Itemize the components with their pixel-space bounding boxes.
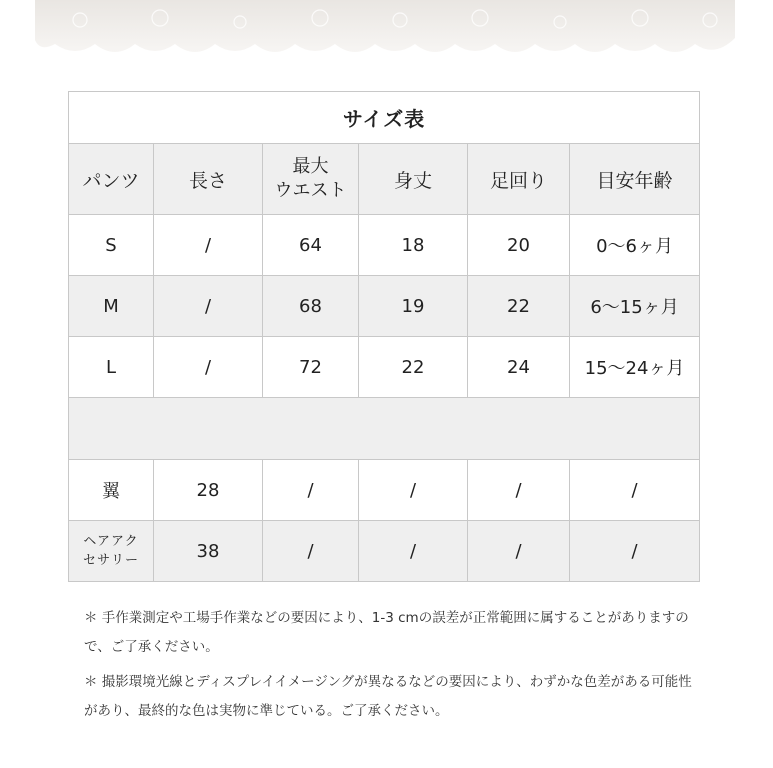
table-cell: 0〜6ヶ月 bbox=[570, 215, 700, 276]
table-header-row bbox=[69, 144, 700, 215]
note-text: ＊ 撮影環境光線とディスプレイイメージングが異なるなどの要因により、わずかな色差がある可能性があり、最終的な色は実物に準じている。ご了承ください。 bbox=[84, 674, 692, 719]
table-cell: 20 bbox=[468, 215, 570, 276]
table-cell: / bbox=[359, 460, 468, 521]
table-cell: 72 bbox=[263, 337, 359, 398]
table-title: サイズ表 bbox=[69, 92, 700, 144]
table-cell: / bbox=[359, 521, 468, 582]
table-cell: 翼 bbox=[69, 460, 154, 521]
table-cell: 28 bbox=[154, 460, 263, 521]
table-cell: / bbox=[570, 460, 700, 521]
size-table bbox=[68, 91, 700, 582]
table-cell: 19 bbox=[359, 276, 468, 337]
table-cell: / bbox=[154, 215, 263, 276]
table-cell: M bbox=[69, 276, 154, 337]
table-cell: 22 bbox=[468, 276, 570, 337]
header-cell: パンツ bbox=[69, 144, 154, 215]
table-cell: 18 bbox=[359, 215, 468, 276]
table-cell: / bbox=[154, 276, 263, 337]
table-cell: 15〜24ヶ月 bbox=[570, 337, 700, 398]
table-cell: 24 bbox=[468, 337, 570, 398]
table-cell: 38 bbox=[154, 521, 263, 582]
table-cell: 68 bbox=[263, 276, 359, 337]
table-row bbox=[69, 337, 700, 398]
header-cell: 身丈 bbox=[359, 144, 468, 215]
table-row bbox=[69, 215, 700, 276]
table-cell: / bbox=[570, 521, 700, 582]
note-text: ＊ 手作業測定や工場手作業などの要因により、1-3 cmの誤差が正常範囲に属することがありますので、ご了承ください。 bbox=[84, 610, 689, 655]
table-cell: S bbox=[69, 215, 154, 276]
table-cell: L bbox=[69, 337, 154, 398]
table-cell: / bbox=[263, 521, 359, 582]
lace-border-decoration bbox=[0, 0, 773, 70]
table-cell: / bbox=[263, 460, 359, 521]
header-cell: 最大 ウエスト bbox=[263, 144, 359, 215]
blank-cell bbox=[69, 398, 700, 460]
table-cell: ヘアアク セサリー bbox=[69, 521, 154, 582]
table-row bbox=[69, 460, 700, 521]
table-cell: / bbox=[468, 460, 570, 521]
header-cell: 目安年齢 bbox=[570, 144, 700, 215]
header-cell: 長さ bbox=[154, 144, 263, 215]
table-cell: / bbox=[468, 521, 570, 582]
table-row bbox=[69, 521, 700, 582]
table-row bbox=[69, 276, 700, 337]
table-cell: 6〜15ヶ月 bbox=[570, 276, 700, 337]
header-cell: 足回り bbox=[468, 144, 570, 215]
blank-separator-row bbox=[69, 398, 700, 460]
table-cell: 22 bbox=[359, 337, 468, 398]
table-cell: / bbox=[154, 337, 263, 398]
notes-section bbox=[84, 604, 704, 726]
table-cell: 64 bbox=[263, 215, 359, 276]
